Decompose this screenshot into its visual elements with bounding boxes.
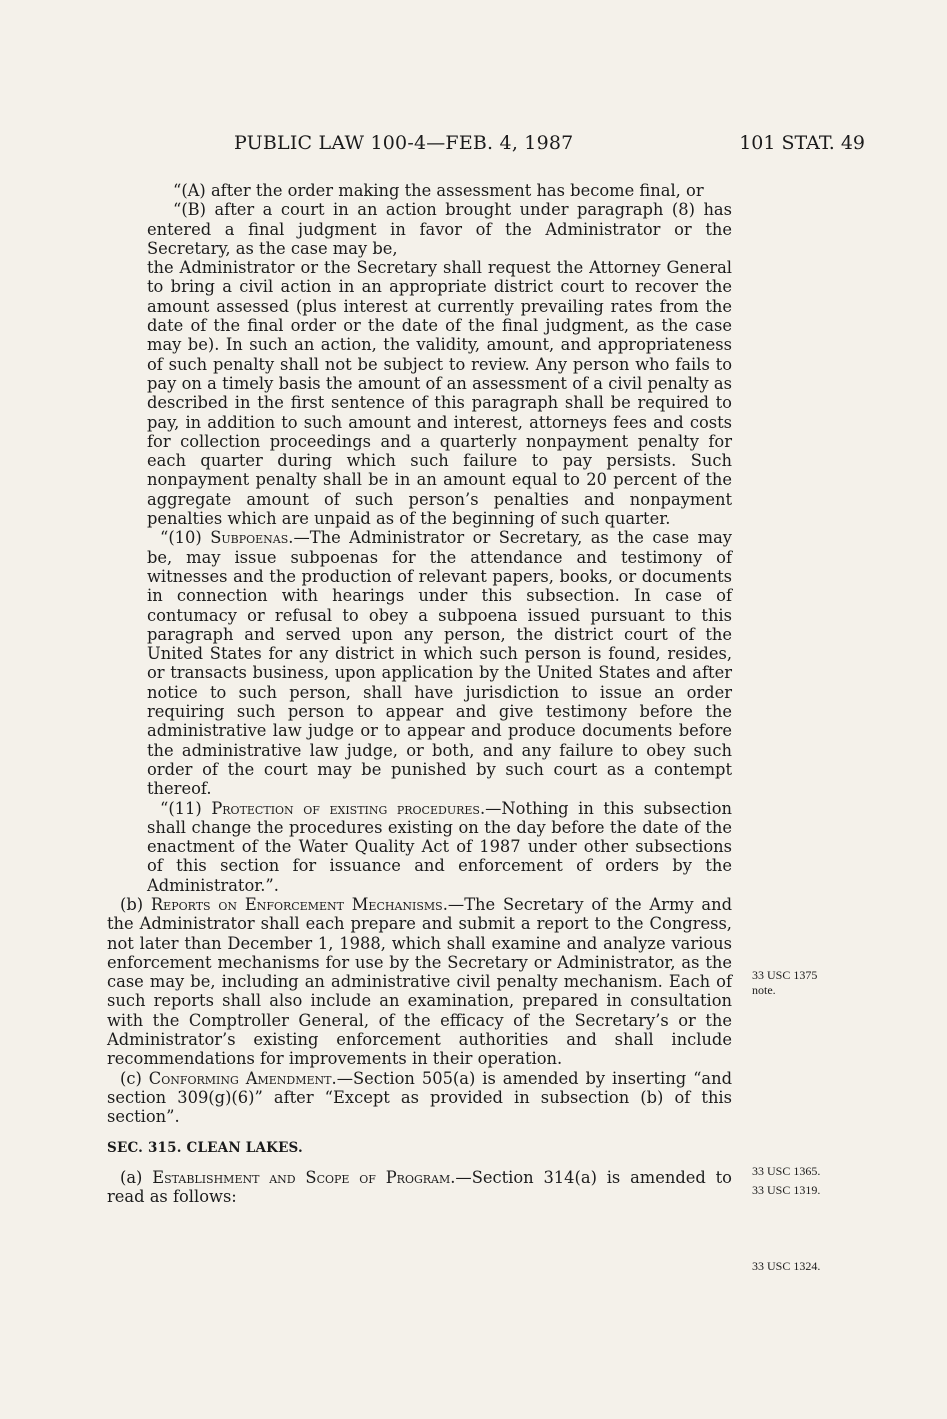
- margin-citation-b-line1: 33 USC 1375: [752, 968, 818, 982]
- clause-a: “(A) after the order making the assessment has become final, or: [173, 181, 704, 200]
- paragraph-10-text: .—The Administrator or Secretary, as the case may be, may issue subpoenas for the attendance and testimony of witnesses and the production of relevant papers, books, or documents in connection with hearings under this subsection. In case of contumacy or refusal to obey a subpoena issued pursuant to this paragraph and served upon any person, the district court of the United States for any district in which such person is found, resides, or transacts business, upon application by the United States and after notice to such person, shall have jurisdiction to issue an order requiring such person to appear and give testimony before the administrative law judge or to appear and produce documents before the administrative law judge, or both, and any failure to obey such order of the court may be punished by such court as a contempt thereof.: [147, 528, 732, 799]
- subsection-a-text: .—Section 314(a) is amended to read as follows:: [107, 1167, 732, 1207]
- subsection-a-letter: (a): [120, 1167, 153, 1187]
- margin-citation-c-line1: 33 USC 1365.: [752, 1164, 821, 1178]
- subsection-b-letter: (b): [120, 894, 151, 914]
- margin-citation-b-line2: note.: [752, 983, 776, 997]
- subsection-c-heading: Conforming Amendment: [148, 1068, 332, 1088]
- paragraph-11-text: .—Nothing in this subsection shall change the procedures existing on the day before the date of the enactment of the Water Quality Act of 1987 under other subsections of this section for issuance and enforcement of orders by the Administrator.”.: [147, 798, 732, 895]
- subsection-b: [107, 895, 732, 1069]
- paragraph-9-continuation: the Administrator or the Secretary shall request the Attorney General to bring a civil action in an appropriate district court to recover the amount assessed (plus interest at currently prevailing rates from the date of the final order or the date of the final judgment, as the case may be). In such an action, the validity, amount, and appropriateness of such penalty shall not be subject to review. Any person who fails to pay on a timely basis the amount of an assessment of a civil penalty as described in the first sentence of this paragraph shall be required to pay, in addition to such amount and interest, attorneys fees and costs for collection proceedings and a quarterly nonpayment penalty for each quarter during which such failure to pay persists. Such nonpayment penalty shall be in an amount equal to 20 percent of the aggregate amount of such person’s penalties and nonpayment penalties which are unpaid as of the beginning of such quarter.: [147, 258, 732, 529]
- section-heading: SEC. 315. CLEAN LAKES.: [107, 1139, 303, 1156]
- margin-citation-c-line2: 33 USC 1319.: [752, 1183, 821, 1197]
- paragraph-10-number: “(10): [160, 528, 211, 548]
- subsection-c-text: .—Section 505(a) is amended by inserting “and section 309(g)(6)” after “Except as provided in subsection (b) of this section”.: [107, 1068, 733, 1127]
- paragraph-11: [107, 799, 732, 895]
- section-315-subsection-a: [107, 1168, 732, 1207]
- margin-citation-b: [752, 968, 817, 998]
- subsection-c: [107, 1069, 732, 1127]
- paragraph-11-number: “(11): [160, 798, 212, 818]
- margin-citation-a: 33 USC 1324.: [752, 1259, 821, 1273]
- subsection-a-heading: Establishment and Scope of Program: [152, 1167, 451, 1187]
- paragraph-11-heading: Protection of existing procedures: [211, 798, 480, 818]
- running-header-title: PUBLIC LAW 100-4—FEB. 4, 1987: [234, 132, 574, 154]
- margin-citation-c: [752, 1164, 820, 1198]
- subsection-b-heading: Reports on Enforcement Mechanisms: [150, 894, 443, 914]
- paragraph-10-heading: Subpoenas: [210, 528, 289, 548]
- statute-page-number: 101 STAT. 49: [739, 132, 865, 154]
- subsection-b-text: .—The Secretary of the Army and the Administrator shall each prepare and submit a report to the Congress, not later than December 1, 1988, which shall examine and analyze various enforcement mechanisms for use by the Secretary or Administrator, as the case may be, including an administrative civil penalty mechanism. Each of such reports shall also include an examination, prepared in consultation with the Comptroller General, of the efficacy of the Secretary’s or the Administrator’s existing enforcement authorities and shall include recommendations for improvements in their operation.: [107, 894, 732, 1069]
- clause-b: “(B) after a court in an action brought under paragraph (8) has entered a final judgment in favor of the Administrator or the Secretary, as the case may be,: [147, 200, 732, 258]
- subsection-c-letter: (c): [120, 1068, 149, 1088]
- body-text: [107, 181, 732, 1206]
- paragraph-10: [107, 528, 732, 798]
